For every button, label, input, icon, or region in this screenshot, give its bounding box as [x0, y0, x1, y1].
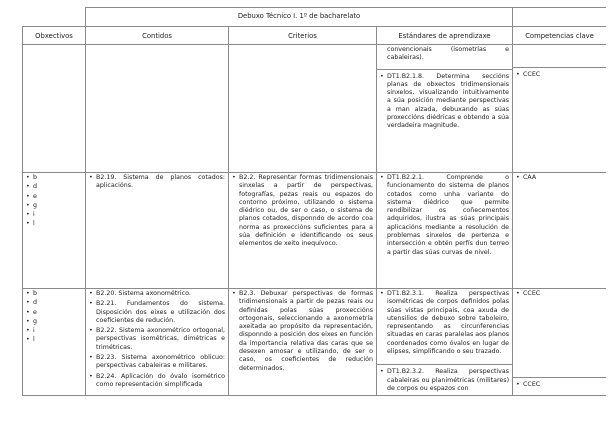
list-item: • B2.3. Debuxar perspectivas de formas tridimensionais a partir de pezas reais ou definidas polas súas proxeccións ortogonais, seleccionando a axonometría axeitada ao propósito da representación, disponndo a posición dos eixes en función da importancia relativa das caras que se desexen amosar e utilizando, de ser o caso, os coeficientes de redución determinados.: [232, 290, 373, 373]
standards-cell: [377, 289, 513, 396]
standards-cell: [377, 45, 513, 173]
table-row: [23, 289, 607, 396]
standards-cell: [377, 173, 513, 289]
contents-cell: [86, 45, 229, 173]
standard-continuation: convencionais (isometrías e cabaleiras).: [377, 45, 512, 70]
list-item: • B2.19. Sistema de planos cotados: aplicacións.: [89, 174, 225, 191]
list-item: • i: [26, 211, 82, 219]
list-item: • l: [26, 336, 82, 344]
list-item: • B2.20. Sistema axonométrico.: [89, 290, 225, 298]
objectives-cell: [23, 45, 86, 173]
title-corner-cell: [23, 8, 86, 27]
table-title: Debuxo Técnico I. 1º de bacharelato: [86, 8, 513, 27]
list-item: • e: [26, 193, 82, 201]
criteria-cell: [229, 45, 377, 173]
table-row: [23, 45, 607, 173]
list-item: • B2.21. Fundamentos do sistema. Disposición dos eixes e utilización dos coeficientes de redución.: [89, 300, 225, 325]
list-item: • b: [26, 174, 82, 182]
contents-cell: [86, 289, 229, 396]
title-right-cell: [513, 8, 606, 27]
list-item: • B2.23. Sistema axonométrico oblicuo: perspectivas cabaleiras e militares.: [89, 354, 225, 371]
list-item: • CCEC: [516, 381, 603, 389]
criteria-cell: [229, 289, 377, 396]
header-contents: Contidos: [86, 27, 229, 45]
list-item: • e: [26, 309, 82, 317]
list-item: • DT1.B2.1.8. Determina seccións planas de obxectos tridimensionais sinxelos, visualizando intuitivamente a súa posición mediante perspectivas a man alzada, debuxando as súas proxeccións diédricas e obtendo a súa verdadeira magnitude.: [380, 73, 509, 131]
list-item: • DT1.B2.3.2. Realiza perspectivas cabaleiras ou planimétricas (militares) de corpos ou espazos con: [380, 368, 509, 393]
list-item: • B2.22. Sistema axonométrico ortogonal, perspectivas isométricas, dimétricas e trimétricas.: [89, 327, 225, 352]
curriculum-table: [22, 7, 606, 396]
objectives-cell: [23, 289, 86, 396]
list-item: • b: [26, 290, 82, 298]
header-standards: Estándares de aprendizaxe: [377, 27, 513, 45]
header-criteria: Criterios: [229, 27, 377, 45]
header-competencies: Competencias clave: [513, 27, 606, 45]
competencies-cell: [513, 173, 606, 289]
list-item: • d: [26, 183, 82, 191]
competencies-cell: [513, 289, 606, 396]
list-item: • i: [26, 327, 82, 335]
list-item: • B2.24. Aplicación do óvalo isométrico como representación simplificada: [89, 373, 225, 390]
list-item: • CAA: [516, 174, 603, 182]
list-item: • DT1.B2.3.1. Realiza perspectivas isométricas de corpos definidos polas súas vistas principais, coa axuda de utensilios de debuxo sobre taboleiro, representando as circunferencias situadas en caras paralelas aos planos coordenados como óvalos en lugar de elipses, simplificando o seu trazado.: [380, 290, 509, 356]
list-item: • g: [26, 202, 82, 210]
list-item: • DT1.B2.2.1. Comprende o funcionamento do sistema de planos cotados como unha variante do sistema diédrico que permite rendibilizar os coñecementos adquiridos, ilustra as súas principais aplicacións mediante a resolución de problemas sinxelos de pertenza e intersección e obtén perfís dun terreo a partir das súas curvas de nivel.: [380, 174, 509, 257]
list-item: • B2.2. Representar formas tridimensionais sinxelas a partir de perspectivas, fotografías, pezas reais ou espazos do contorno próximo, utilizando o sistema diédrico ou, de ser o caso, o sistema de planos cotados, disponndo de acordo coa norma as proxeccións suficientes para a súa definición e identificando os seus elementos de xeito inequívoco.: [232, 174, 373, 249]
header-row: [23, 27, 607, 45]
competency-spacer: [513, 45, 606, 68]
competencies-cell: [513, 45, 606, 173]
list-item: • CCEC: [516, 71, 603, 79]
list-item: • CCEC: [516, 290, 603, 298]
objectives-cell: [23, 173, 86, 289]
header-objectives: Obxectivos: [23, 27, 86, 45]
list-item: • d: [26, 299, 82, 307]
title-row: [23, 8, 607, 27]
criteria-cell: [229, 173, 377, 289]
table-row: [23, 173, 607, 289]
list-item: • l: [26, 220, 82, 228]
contents-cell: [86, 173, 229, 289]
document-page: [22, 7, 606, 439]
list-item: • g: [26, 318, 82, 326]
